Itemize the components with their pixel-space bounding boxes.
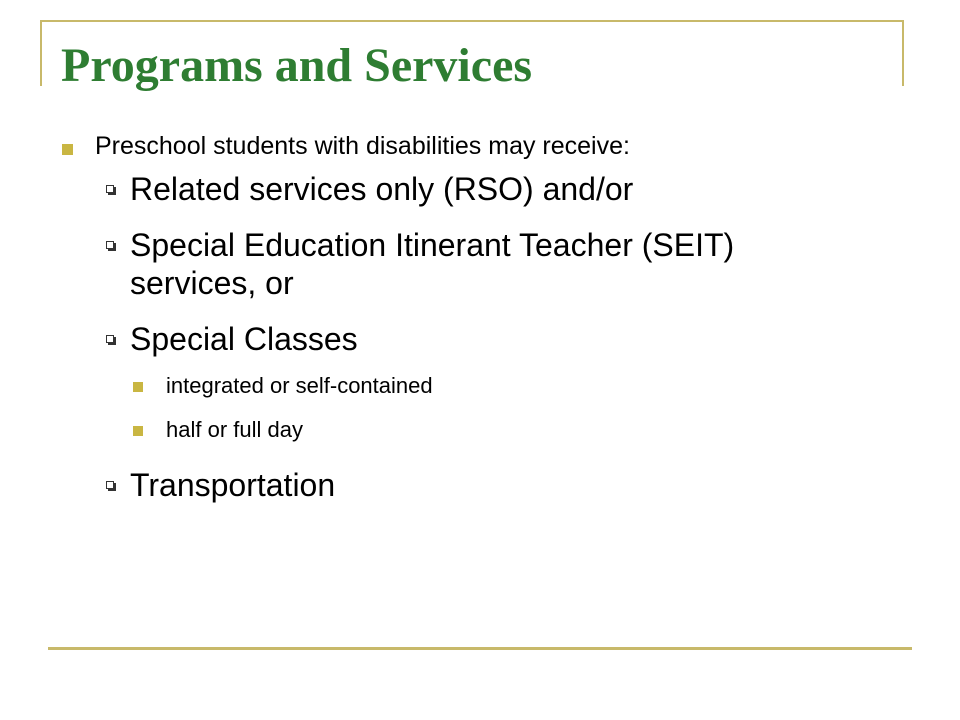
service-text: Special Classes [130,321,358,357]
slide-title: Programs and Services [61,39,533,92]
service-text: Special Education Itinerant Teacher (SEIT) services, or [130,227,735,301]
sub-option-text: half or full day [166,417,303,442]
frame-left-line [40,20,42,86]
frame-right-line [902,20,904,86]
frame-bottom-line [48,647,912,650]
checkbox-bullet-icon [106,241,114,249]
service-item [60,170,860,208]
frame-top-line [40,20,904,22]
service-text: Transportation [130,467,336,503]
bullet-intro [60,130,860,170]
checkbox-bullet-icon [106,185,114,193]
intro-text: Preschool students with disabilities may receive: [95,132,630,160]
checkbox-bullet-icon [106,335,114,343]
sub-option-item [60,416,860,460]
sub-option-text: integrated or self-contained [166,373,433,398]
service-item [60,226,860,302]
slide-body [60,130,860,522]
service-text: Related services only (RSO) and/or [130,171,634,207]
square-bullet-icon [62,144,73,155]
square-bullet-icon [133,382,143,392]
sub-option-item [60,372,860,416]
service-item [60,466,860,504]
service-item [60,320,860,358]
checkbox-bullet-icon [106,481,114,489]
square-bullet-icon [133,426,143,436]
